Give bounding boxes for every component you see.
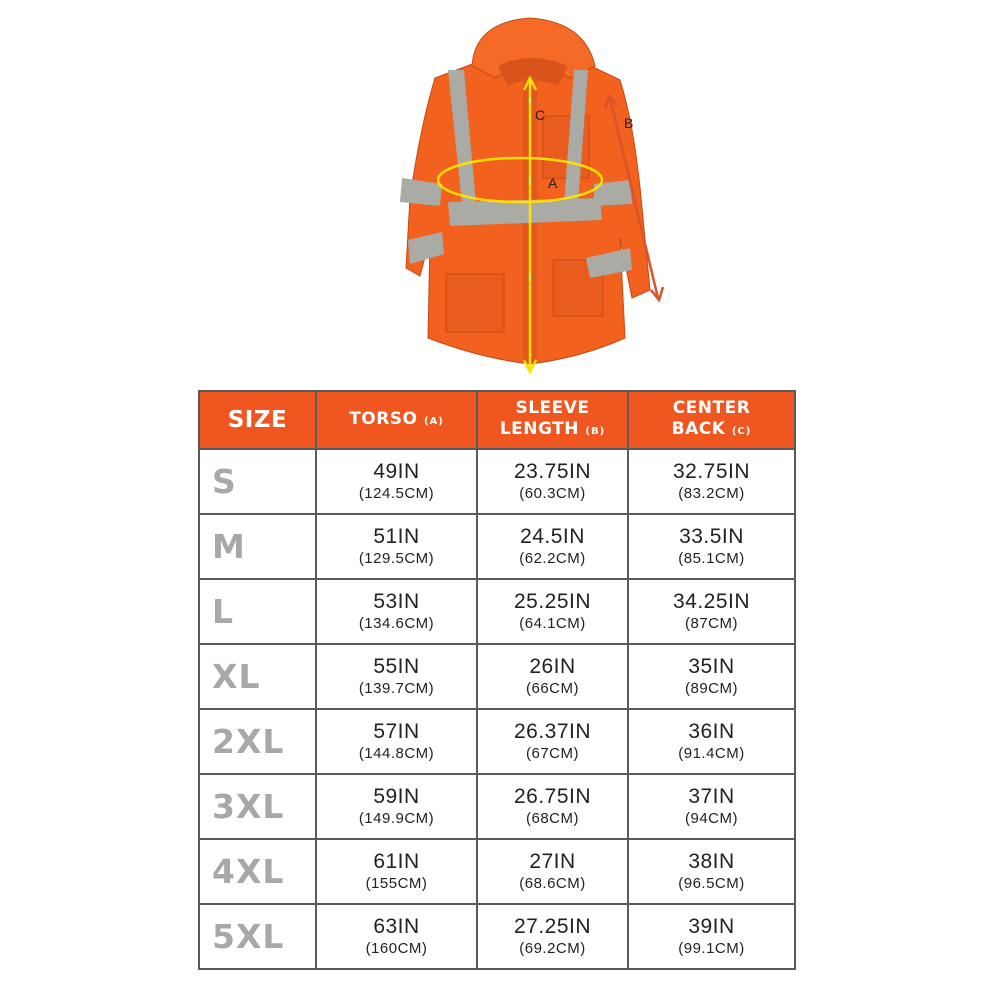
back-in: 32.75IN bbox=[672, 459, 751, 483]
size-label: S bbox=[199, 449, 316, 514]
back-in: 34.25IN bbox=[672, 589, 751, 613]
sleeve-cell bbox=[477, 904, 628, 969]
back-in: 39IN bbox=[688, 914, 735, 938]
measure-label-c: C bbox=[535, 107, 546, 123]
torso-cell bbox=[316, 839, 477, 904]
header-center-line2: BACK bbox=[671, 419, 726, 439]
back-cell bbox=[628, 904, 795, 969]
sleeve-cell bbox=[477, 514, 628, 579]
header-sleeve-line2: LENGTH bbox=[499, 419, 579, 439]
torso-cm: (144.8CM) bbox=[358, 744, 435, 762]
jacket-svg bbox=[380, 8, 680, 380]
back-in: 35IN bbox=[688, 654, 735, 678]
back-cell bbox=[628, 449, 795, 514]
back-cm: (91.4CM) bbox=[678, 744, 745, 762]
sleeve-in: 27.25IN bbox=[513, 914, 592, 938]
size-label: XL bbox=[199, 644, 316, 709]
header-torso-tag: (A) bbox=[423, 415, 444, 427]
measure-label-b: B bbox=[624, 115, 634, 131]
header-torso bbox=[316, 391, 477, 449]
sleeve-in: 26.37IN bbox=[513, 719, 592, 743]
table-row bbox=[199, 904, 795, 969]
torso-cell bbox=[316, 514, 477, 579]
header-sleeve bbox=[477, 391, 628, 449]
torso-in: 63IN bbox=[373, 914, 420, 938]
size-label: 3XL bbox=[199, 774, 316, 839]
table-row bbox=[199, 709, 795, 774]
sleeve-cell bbox=[477, 839, 628, 904]
torso-cell bbox=[316, 904, 477, 969]
back-cell bbox=[628, 644, 795, 709]
header-center-tag: (C) bbox=[731, 426, 752, 437]
torso-cm: (124.5CM) bbox=[358, 484, 435, 502]
torso-cm: (139.7CM) bbox=[358, 679, 435, 697]
sleeve-cm: (67CM) bbox=[525, 744, 579, 762]
measure-label-a: A bbox=[548, 175, 558, 191]
lower-pocket-left bbox=[446, 274, 504, 332]
size-label: 2XL bbox=[199, 709, 316, 774]
back-cm: (83.2CM) bbox=[678, 484, 745, 502]
back-in: 38IN bbox=[688, 849, 735, 873]
sleeve-cell bbox=[477, 644, 628, 709]
size-label: 5XL bbox=[199, 904, 316, 969]
sleeve-in: 25.25IN bbox=[513, 589, 592, 613]
header-torso-label: TORSO bbox=[349, 408, 418, 429]
torso-cm: (129.5CM) bbox=[358, 549, 435, 567]
sleeve-cm: (68CM) bbox=[525, 809, 579, 827]
header-center-back bbox=[628, 391, 795, 449]
torso-cell bbox=[316, 644, 477, 709]
sleeve-in: 26.75IN bbox=[513, 784, 592, 808]
header-row bbox=[199, 391, 795, 449]
torso-cm: (149.9CM) bbox=[358, 809, 435, 827]
torso-cm: (155CM) bbox=[365, 874, 428, 892]
sleeve-cm: (62.2CM) bbox=[519, 549, 586, 567]
back-cell bbox=[628, 579, 795, 644]
back-cm: (94CM) bbox=[684, 809, 738, 827]
table-row bbox=[199, 449, 795, 514]
back-cm: (87CM) bbox=[684, 614, 738, 632]
back-in: 36IN bbox=[688, 719, 735, 743]
sleeve-cm: (66CM) bbox=[525, 679, 579, 697]
jacket-illustration bbox=[380, 8, 680, 380]
back-cm: (89CM) bbox=[684, 679, 738, 697]
back-cell bbox=[628, 514, 795, 579]
table-row bbox=[199, 774, 795, 839]
header-sleeve-line1: SLEEVE bbox=[515, 398, 590, 418]
sleeve-in: 24.5IN bbox=[520, 524, 585, 548]
back-cm: (99.1CM) bbox=[678, 939, 745, 957]
torso-cm: (134.6CM) bbox=[358, 614, 435, 632]
sleeve-cell bbox=[477, 579, 628, 644]
back-in: 37IN bbox=[688, 784, 735, 808]
torso-in: 49IN bbox=[373, 459, 420, 483]
back-in: 33.5IN bbox=[679, 524, 744, 548]
torso-cm: (160CM) bbox=[365, 939, 428, 957]
back-cell bbox=[628, 709, 795, 774]
header-size: SIZE bbox=[199, 391, 316, 449]
sleeve-cm: (64.1CM) bbox=[519, 614, 586, 632]
table-row bbox=[199, 579, 795, 644]
sleeve-in: 26IN bbox=[529, 654, 576, 678]
torso-cell bbox=[316, 579, 477, 644]
table-row bbox=[199, 644, 795, 709]
torso-in: 53IN bbox=[373, 589, 420, 613]
size-label: M bbox=[199, 514, 316, 579]
sleeve-cell bbox=[477, 774, 628, 839]
table-row bbox=[199, 839, 795, 904]
header-sleeve-tag: (B) bbox=[585, 426, 606, 437]
sleeve-cm: (68.6CM) bbox=[519, 874, 586, 892]
back-cm: (96.5CM) bbox=[678, 874, 745, 892]
back-cell bbox=[628, 839, 795, 904]
torso-cell bbox=[316, 774, 477, 839]
torso-in: 57IN bbox=[373, 719, 420, 743]
torso-cell bbox=[316, 449, 477, 514]
torso-in: 51IN bbox=[373, 524, 420, 548]
torso-cell bbox=[316, 709, 477, 774]
sleeve-cell bbox=[477, 449, 628, 514]
torso-in: 59IN bbox=[373, 784, 420, 808]
back-cm: (85.1CM) bbox=[678, 549, 745, 567]
back-cell bbox=[628, 774, 795, 839]
table-row bbox=[199, 514, 795, 579]
torso-in: 61IN bbox=[373, 849, 420, 873]
sleeve-in: 23.75IN bbox=[513, 459, 592, 483]
header-center-line1: CENTER bbox=[672, 398, 751, 418]
size-label: L bbox=[199, 579, 316, 644]
sleeve-in: 27IN bbox=[529, 849, 576, 873]
sleeve-cm: (60.3CM) bbox=[519, 484, 586, 502]
size-chart-table bbox=[198, 390, 796, 970]
torso-in: 55IN bbox=[373, 654, 420, 678]
size-label: 4XL bbox=[199, 839, 316, 904]
sleeve-cell bbox=[477, 709, 628, 774]
sleeve-cm: (69.2CM) bbox=[519, 939, 586, 957]
